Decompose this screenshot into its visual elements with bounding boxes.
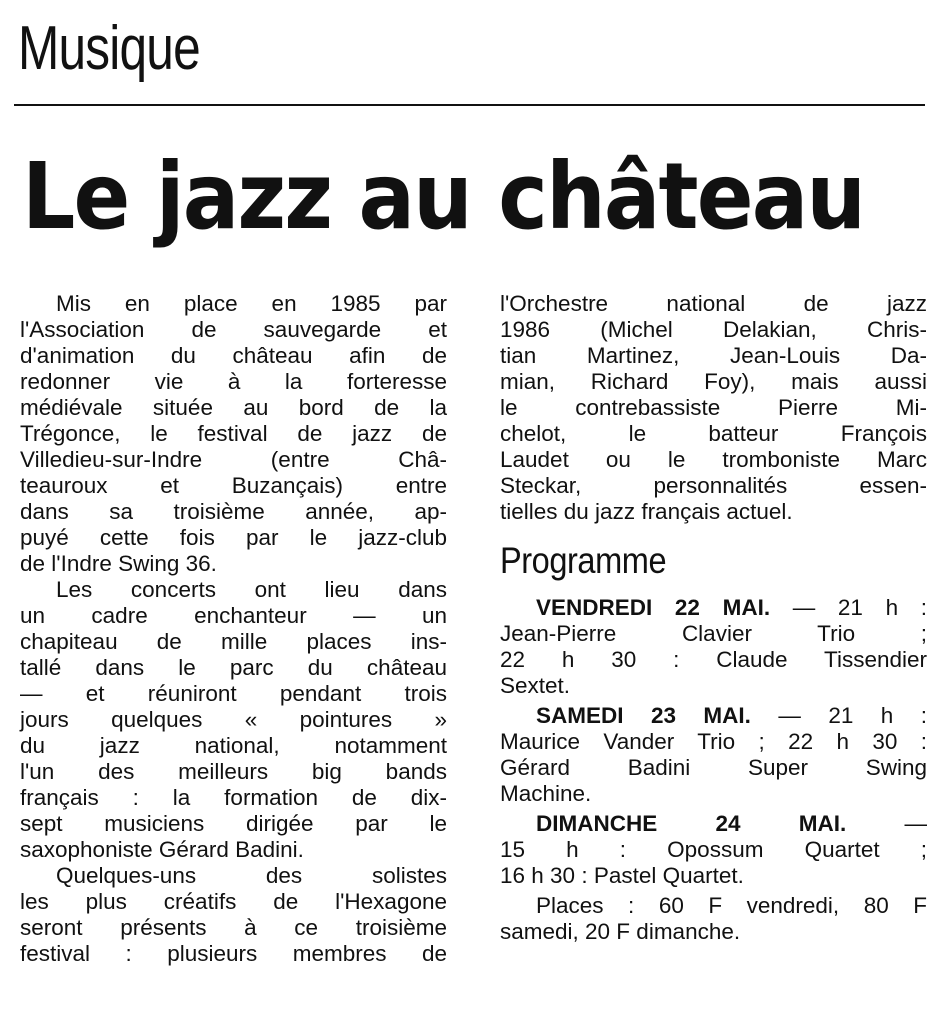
text-line: — et réuniront pendant trois	[20, 681, 447, 706]
programme-line: 22 h 30 : Claude Tissendier	[500, 647, 927, 672]
text-line: tallé dans le parc du château	[20, 655, 447, 680]
places-line-1: Places : 60 F vendredi, 80 F	[536, 893, 927, 918]
programme-day: VENDREDI 22 MAI.	[536, 595, 771, 620]
section-rule	[14, 104, 925, 106]
right-column-intro	[500, 291, 927, 525]
text-line: saxophoniste Gérard Badini.	[20, 837, 304, 862]
text-line: l'un des meilleurs big bands	[20, 759, 447, 784]
text-line: mian, Richard Foy), mais aussi	[500, 369, 927, 394]
text-line: Quelques-uns des solistes	[56, 863, 447, 888]
text-line: l'Orchestre national de jazz	[500, 291, 927, 316]
section-label: Musique	[18, 14, 200, 83]
text-line: redonner vie à la forteresse	[20, 369, 447, 394]
left-column	[20, 291, 447, 967]
programme-day-line	[500, 811, 927, 837]
programme-first-time: — 21 h :	[750, 703, 927, 728]
text-line: festival : plusieurs membres de	[20, 941, 447, 966]
text-line: sept musiciens dirigée par le	[20, 811, 447, 836]
text-line: médiévale située au bord de la	[20, 395, 447, 420]
text-line: les plus créatifs de l'Hexagone	[20, 889, 447, 914]
programme-line: Sextet.	[500, 673, 571, 698]
programme-heading: Programme	[500, 540, 667, 581]
text-line: teauroux et Buzançais) entre	[20, 473, 447, 498]
programme-line: 15 h : Opossum Quartet ;	[500, 837, 927, 862]
text-line: jours quelques « pointures »	[20, 707, 447, 732]
programme-line: Jean-Pierre Clavier Trio ;	[500, 621, 927, 646]
text-line: seront présents à ce troisième	[20, 915, 447, 940]
text-line: chapiteau de mille places ins-	[20, 629, 447, 654]
programme-entry	[500, 811, 927, 893]
text-line: 1986 (Michel Delakian, Chris-	[500, 317, 927, 342]
text-line: Trégonce, le festival de jazz de	[20, 421, 447, 446]
programme-entry	[500, 595, 927, 703]
programme-list	[500, 595, 927, 893]
text-line: tielles du jazz français actuel.	[500, 499, 793, 524]
text-line: dans sa troisième année, ap-	[20, 499, 447, 524]
programme-line: Gérard Badini Super Swing	[500, 755, 927, 780]
text-line: tian Martinez, Jean-Louis Da-	[500, 343, 927, 368]
programme-day: DIMANCHE 24 MAI.	[536, 811, 847, 836]
text-line: du jazz national, notamment	[20, 733, 447, 758]
programme-line: Machine.	[500, 781, 592, 806]
text-line: Steckar, personnalités essen-	[500, 473, 927, 498]
programme-first-time: —	[846, 811, 927, 836]
text-line: un cadre enchanteur — un	[20, 603, 447, 628]
places-paragraph	[500, 893, 927, 945]
text-line: puyé cette fois par le jazz-club	[20, 525, 447, 550]
text-line: Les concerts ont lieu dans	[56, 577, 447, 602]
text-line: l'Association de sauvegarde et	[20, 317, 447, 342]
text-line: chelot, le batteur François	[500, 421, 927, 446]
programme-line: Maurice Vander Trio ; 22 h 30 :	[500, 729, 927, 754]
text-line: Villedieu-sur-Indre (entre Châ-	[20, 447, 447, 472]
text-line: d'animation du château afin de	[20, 343, 447, 368]
programme-day-line	[500, 595, 927, 621]
programme-entry	[500, 703, 927, 811]
programme-day-line	[500, 703, 927, 729]
programme-line: 16 h 30 : Pastel Quartet.	[500, 863, 744, 888]
text-line: Laudet ou le tromboniste Marc	[500, 447, 927, 472]
headline: Le jazz au château	[22, 143, 865, 250]
text-line: de l'Indre Swing 36.	[20, 551, 217, 576]
programme-first-time: — 21 h :	[770, 595, 927, 620]
text-line: le contrebassiste Pierre Mi-	[500, 395, 927, 420]
programme-day: SAMEDI 23 MAI.	[536, 703, 751, 728]
places-line-2: samedi, 20 F dimanche.	[500, 919, 741, 944]
text-line: Mis en place en 1985 par	[56, 291, 447, 316]
text-line: français : la formation de dix-	[20, 785, 447, 810]
right-column	[500, 291, 927, 945]
